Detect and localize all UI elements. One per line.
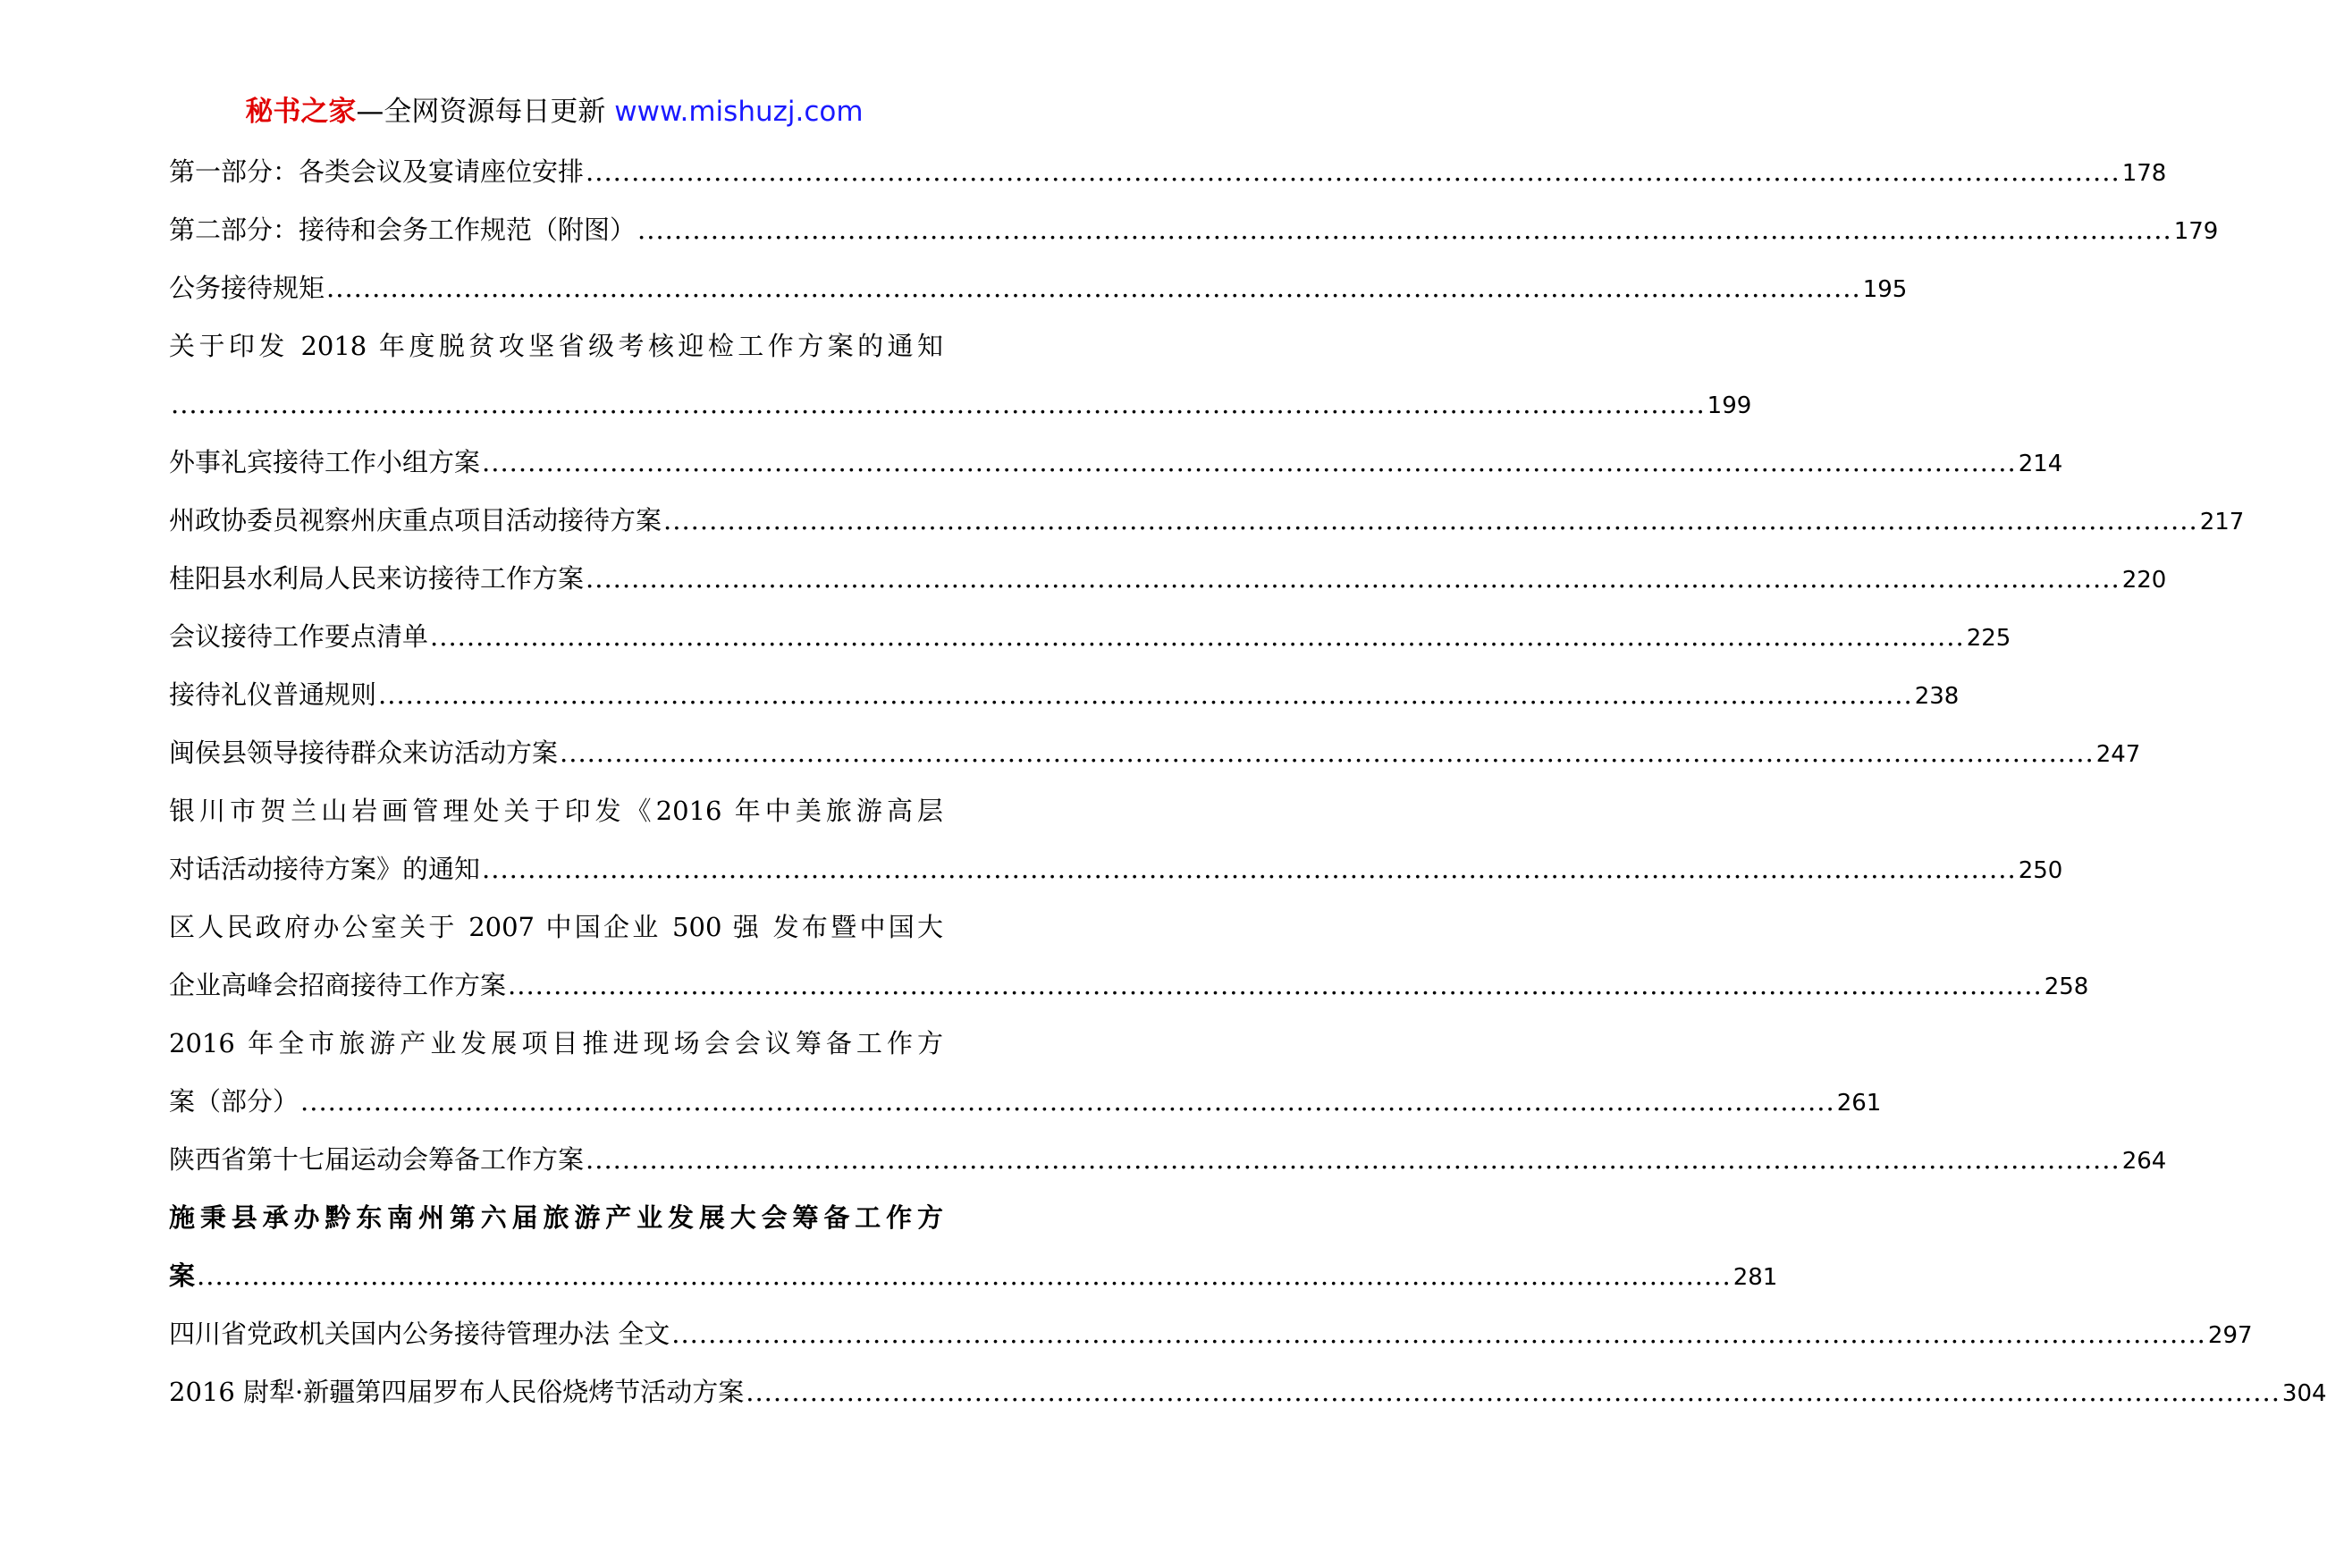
toc-entry-page: 261: [1836, 1090, 1882, 1117]
toc-entry[interactable]: [169, 840, 2063, 898]
dot-leader: ........................................................................................................................................................................: [508, 970, 2043, 1000]
dot-leader: ........................................................................................................................................................................: [171, 389, 1706, 419]
toc-entry-page: 217: [2199, 509, 2245, 535]
dot-leader: ........................................................................................................................................................................: [671, 1319, 2206, 1349]
toc-entry-page: 195: [1862, 276, 1908, 303]
toc-entry-page: 214: [2018, 451, 2063, 477]
toc-entry-page: 264: [2121, 1148, 2167, 1175]
dot-leader: ........................................................................................................................................................................: [378, 679, 1913, 710]
toc-entry-page: 281: [1733, 1264, 1778, 1291]
toc-entry-page: 250: [2018, 857, 2063, 884]
toc-entry-title: 第二部分：接待和会务工作规范（附图）: [169, 215, 637, 245]
dot-leader: ........................................................................................................................................................................: [663, 505, 2198, 535]
dot-leader: ........................................................................................................................................................................: [326, 273, 1861, 303]
toc-entry-title: 企业高峰会招商接待工作方案: [169, 970, 507, 1000]
toc-entry[interactable]: [169, 1247, 1778, 1305]
toc-entry-page: 179: [2173, 218, 2219, 245]
toc-entry-title: 公务接待规矩: [169, 273, 325, 303]
toc-entry[interactable]: [169, 957, 2089, 1015]
toc-entry-title: 州政协委员视察州庆重点项目活动接待方案: [169, 505, 662, 535]
toc-entry-title: 桂阳县水利局人民来访接待工作方案: [169, 563, 585, 594]
toc-entry-title: 陕西省第十七届运动会筹备工作方案: [169, 1144, 585, 1175]
toc-entry-page: 258: [2044, 974, 2089, 1000]
toc-entry-title-line1[interactable]: 银川市贺兰山岩画管理处关于印发《2016 年中美旅游高层: [169, 796, 943, 826]
toc-entry-title: 第一部分：各类会议及宴请座位安排: [169, 156, 585, 187]
toc-entry-title-line1[interactable]: 关于印发 2018 年度脱贫攻坚省级考核迎检工作方案的通知: [169, 331, 943, 361]
toc-entry[interactable]: [169, 1131, 2167, 1189]
toc-entry[interactable]: [169, 1073, 1882, 1131]
toc-entry-title: 外事礼宾接待工作小组方案: [169, 447, 481, 477]
toc-entry-page: 225: [1966, 625, 2011, 652]
toc-entry[interactable]: [169, 434, 2063, 492]
header-tagline: —全网资源每日更新: [356, 96, 615, 128]
toc-entry-title-line1[interactable]: 施秉县承办黔东南州第六届旅游产业发展大会筹备工作方: [169, 1202, 943, 1233]
toc-entry[interactable]: [169, 1363, 2327, 1421]
dot-leader: ........................................................................................................................................................................: [430, 621, 1965, 652]
toc-entry[interactable]: [169, 608, 2011, 666]
toc-entry[interactable]: [169, 259, 1908, 317]
toc-entry-title: 对话活动接待方案》的通知: [169, 854, 481, 884]
toc-entry-page: 247: [2095, 741, 2141, 768]
dot-leader: ........................................................................................................................................................................: [586, 156, 2120, 187]
toc-entry-page: 238: [1914, 683, 1960, 710]
toc-entry-title: 案（部分）: [169, 1086, 299, 1117]
dot-leader: ........................................................................................................................................................................: [482, 447, 2017, 477]
dot-leader: ........................................................................................................................................................................: [197, 1260, 1732, 1291]
site-url[interactable]: www.mishuzj.com: [614, 96, 864, 128]
toc-entry[interactable]: [169, 1305, 2253, 1363]
toc-entry-page: 199: [1707, 392, 1752, 419]
toc-entry-page: 178: [2121, 160, 2167, 187]
dot-leader: ........................................................................................................................................................................: [746, 1377, 2281, 1407]
toc-entry[interactable]: [169, 492, 2245, 550]
toc-entry-page: 304: [2281, 1380, 2327, 1407]
toc-entry[interactable]: [169, 375, 1752, 434]
toc-entry-title: 会议接待工作要点清单: [169, 621, 429, 652]
toc-entry[interactable]: [169, 550, 2167, 608]
toc-entry-title-line1[interactable]: 2016 年全市旅游产业发展项目推进现场会会议筹备工作方: [169, 1028, 943, 1058]
toc-entry-title-line1[interactable]: 区人民政府办公室关于 2007 中国企业 500 强 发布暨中国大: [169, 912, 943, 942]
page-header: [0, 92, 1109, 131]
dot-leader: ........................................................................................................................................................................: [586, 563, 2120, 594]
site-brand: 秘书之家: [245, 96, 357, 128]
toc-entry-page: 297: [2207, 1322, 2253, 1349]
toc-entry-title: 2016 尉犁·新疆第四届罗布人民俗烧烤节活动方案: [169, 1377, 745, 1407]
toc-entry-title: 四川省党政机关国内公务接待管理办法 全文: [169, 1319, 670, 1349]
dot-leader: ........................................................................................................................................................................: [560, 738, 2095, 768]
toc-entry-title: 接待礼仪普通规则: [169, 679, 377, 710]
toc-entry[interactable]: [169, 201, 2219, 259]
toc-entry[interactable]: [169, 143, 2167, 201]
toc-entry-title: 案: [169, 1260, 196, 1291]
dot-leader: ........................................................................................................................................................................: [586, 1144, 2120, 1175]
toc-entry-title: 闽侯县领导接待群众来访活动方案: [169, 738, 559, 768]
dot-leader: ........................................................................................................................................................................: [637, 215, 2172, 245]
dot-leader: ........................................................................................................................................................................: [300, 1086, 1835, 1117]
table-of-contents: [169, 143, 2327, 1421]
toc-entry-page: 220: [2121, 567, 2167, 594]
dot-leader: ........................................................................................................................................................................: [482, 854, 2017, 884]
toc-entry[interactable]: [169, 724, 2141, 782]
toc-entry[interactable]: [169, 666, 1960, 724]
